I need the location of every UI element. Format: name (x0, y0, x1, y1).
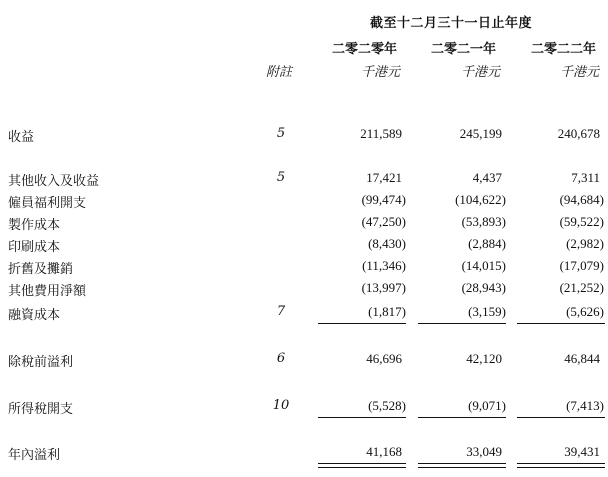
row-value-2020: (1,817) (368, 304, 406, 319)
total-double-rule-2020 (318, 467, 406, 468)
year-heading-2022: 二零二二年 (531, 42, 597, 57)
row-value-2021: (2,884) (468, 236, 506, 251)
row-label: 收益 (8, 130, 35, 145)
year-heading-2021: 二零二一年 (431, 42, 497, 57)
subtotal-rule-2020 (318, 417, 406, 418)
row-label: 其他費用淨額 (8, 284, 87, 299)
total-double-rule-2021 (418, 463, 506, 464)
year-heading-2020: 二零二零年 (332, 42, 398, 57)
row-label: 僱員福利開支 (8, 196, 87, 211)
row-value-2020: (8,430) (368, 236, 406, 251)
row-value-2021: (104,622) (455, 192, 506, 207)
unit-label-2021: 千港元 (461, 65, 501, 80)
row-value-2022: 46,844 (564, 351, 600, 366)
subtotal-rule-2022 (517, 323, 605, 324)
total-double-rule-2022 (517, 463, 605, 464)
row-value-2021: 33,049 (466, 444, 502, 459)
row-label: 製作成本 (8, 218, 61, 233)
row-value-2022: (94,684) (559, 192, 604, 207)
row-value-2020: (11,346) (362, 258, 406, 273)
period-heading: 截至十二月三十一日止年度 (370, 16, 533, 31)
row-label: 其他收入及收益 (8, 174, 100, 189)
row-value-2020: (13,997) (361, 280, 406, 295)
row-value-2022: (5,626) (566, 304, 604, 319)
row-value-2022: (21,252) (559, 280, 604, 295)
row-value-2020: 41,168 (366, 444, 402, 459)
total-double-rule-2020 (318, 463, 406, 464)
row-note: 5 (276, 126, 286, 141)
row-note: 6 (276, 351, 286, 366)
row-value-2021: (14,015) (461, 258, 506, 273)
row-value-2021: (3,159) (468, 304, 506, 319)
subtotal-rule-2022 (517, 417, 605, 418)
row-value-2022: (17,079) (559, 258, 604, 273)
row-value-2021: 4,437 (472, 170, 502, 185)
row-value-2020: (99,474) (361, 192, 406, 207)
unit-label-2020: 千港元 (361, 65, 401, 80)
total-double-rule-2021 (418, 467, 506, 468)
row-label: 折舊及攤銷 (8, 262, 74, 277)
row-note: 10 (272, 398, 290, 413)
row-note: 7 (276, 304, 286, 319)
row-value-2022: 7,311 (571, 170, 600, 185)
total-double-rule-2022 (517, 467, 605, 468)
row-label: 融資成本 (8, 308, 61, 323)
row-value-2020: 211,589 (360, 126, 402, 141)
row-value-2020: (47,250) (361, 214, 406, 229)
row-value-2022: (7,413) (566, 398, 604, 413)
row-value-2021: (53,893) (461, 214, 506, 229)
row-value-2022: (59,522) (559, 214, 604, 229)
subtotal-rule-2021 (418, 323, 506, 324)
row-value-2022: 39,431 (564, 444, 600, 459)
row-value-2022: (2,982) (566, 236, 604, 251)
unit-label-2022: 千港元 (560, 65, 600, 80)
row-value-2020: 46,696 (366, 351, 402, 366)
row-note: 5 (276, 170, 286, 185)
row-value-2021: (28,943) (461, 280, 506, 295)
row-value-2021: 245,199 (459, 126, 502, 141)
row-label: 除稅前溢利 (8, 355, 74, 370)
row-label: 印刷成本 (8, 240, 61, 255)
row-value-2021: (9,071) (468, 398, 506, 413)
row-label: 所得稅開支 (8, 402, 74, 417)
row-value-2020: 17,421 (366, 170, 402, 185)
row-value-2021: 42,120 (466, 351, 502, 366)
row-label: 年內溢利 (8, 448, 61, 463)
row-value-2022: 240,678 (557, 126, 600, 141)
subtotal-rule-2020 (318, 323, 406, 324)
subtotal-rule-2021 (418, 417, 506, 418)
row-value-2020: (5,528) (368, 398, 406, 413)
note-column-heading: 附註 (266, 65, 293, 80)
